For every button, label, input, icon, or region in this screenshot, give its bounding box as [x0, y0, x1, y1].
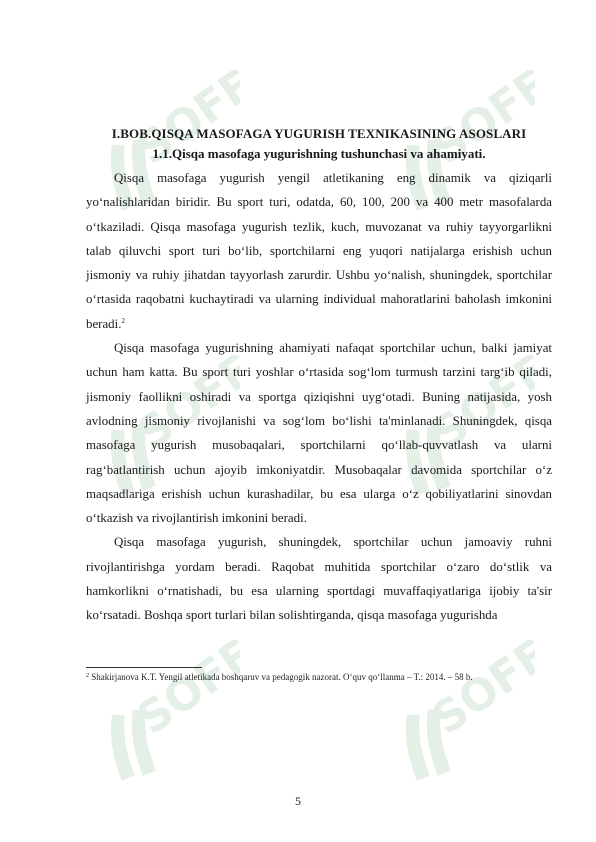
watermark-logo: [70, 640, 240, 790]
body-text: [86, 124, 552, 628]
page-number: 5: [295, 794, 301, 808]
chapter-title: I.BOB.QISQA MASOFAGA YUGURISH TEXNIKASINING ASOSLARI: [111, 126, 527, 141]
paragraph: [86, 166, 552, 336]
footnote-text: Shakirjanova K.T. Yengil atletikada boshqaruv va pedagogik nazorat. O‘quv qo‘llanma – T.: 2014. – 58 b.: [91, 672, 473, 682]
footnote-divider: [86, 667, 202, 668]
footnote: [86, 671, 552, 683]
svg-text:SOFF: SOFF: [128, 70, 240, 175]
svg-text:SOFF: SOFF: [128, 355, 240, 460]
svg-text:SOFF: SOFF: [423, 70, 535, 175]
section-title: 1.1.Qisqa masofaga yugurishning tushunchasi va ahamiyati.: [152, 146, 486, 161]
watermark-logo: [365, 640, 535, 790]
svg-text:SOFF: SOFF: [423, 640, 535, 745]
paragraph: Qisqa masofaga yugurishning ahamiyati nafaqat sportchilar uchun, balki jamiyat uchun ham katta. Bu sport turi yoshlar o‘rtasida sog‘lom turmush tarzini targ‘ib qiladi, jismoniy faollikni oshiradi va sportga qiziqishni uyg‘otadi. Buning natijasida, yosh avlodning jismoniy rivojlanishi va sog‘lom bo‘lishi ta'minlanadi. Shuningdek, qisqa masofaga yugurish musobaqalari, sportchilarni qo‘llab-quvvatlash va ularni rag‘batlantirish uchun ajoyib imkoniyatdir. Musobaqalar davomida sportchilar o‘z maqsadlariga erishish uchun kurashadilar, bu esa ularga o‘z qobiliyatlarini sinovdan o‘tkazish va rivojlantirish imkonini beradi.: [86, 341, 552, 526]
svg-text:SOFF: SOFF: [128, 640, 240, 745]
footnote-marker: 2: [86, 673, 89, 679]
paragraph-text: Qisqa masofaga yugurish yengil atletikaning eng dinamik va qiziqarli yo‘nalishlaridan biridir. Bu sport turi, odatda, 60, 100, 200 va 400 metr masofalarda o‘tkaziladi. Qisqa masofaga yugurish tezlik, kuch, muvozanat va ruhiy tayyorgarlikni talab qiluvchi sport turi bo‘lib, sportchilarni eng yuqori natijalarga erishish uchun jismoniy va ruhiy jihatdan tayyorlash zarurdir. Ushbu yo‘nalish, shuningdek, sportchilar o‘rtasida raqobatni kuchaytiradi va ularning individual mahoratlarini baholash imkonini beradi.: [86, 171, 552, 331]
svg-text:SOFF: SOFF: [423, 355, 535, 460]
footnote-reference[interactable]: 2: [121, 316, 125, 325]
paragraph: Qisqa masofaga yugurish, shuningdek, sportchilar uchun jamoaviy ruhni rivojlantirishga yordam beradi. Raqobat muhitida sportchilar o‘zaro do‘stlik va hamkorlikni o‘rnatishadi, bu esa ularning sportdagi muvaffaqiyatlariga ijobiy ta'sir ko‘rsatadi. Boshqa sport turlari bilan solishtirganda, qisqa masofaga yugurishda: [86, 535, 552, 623]
